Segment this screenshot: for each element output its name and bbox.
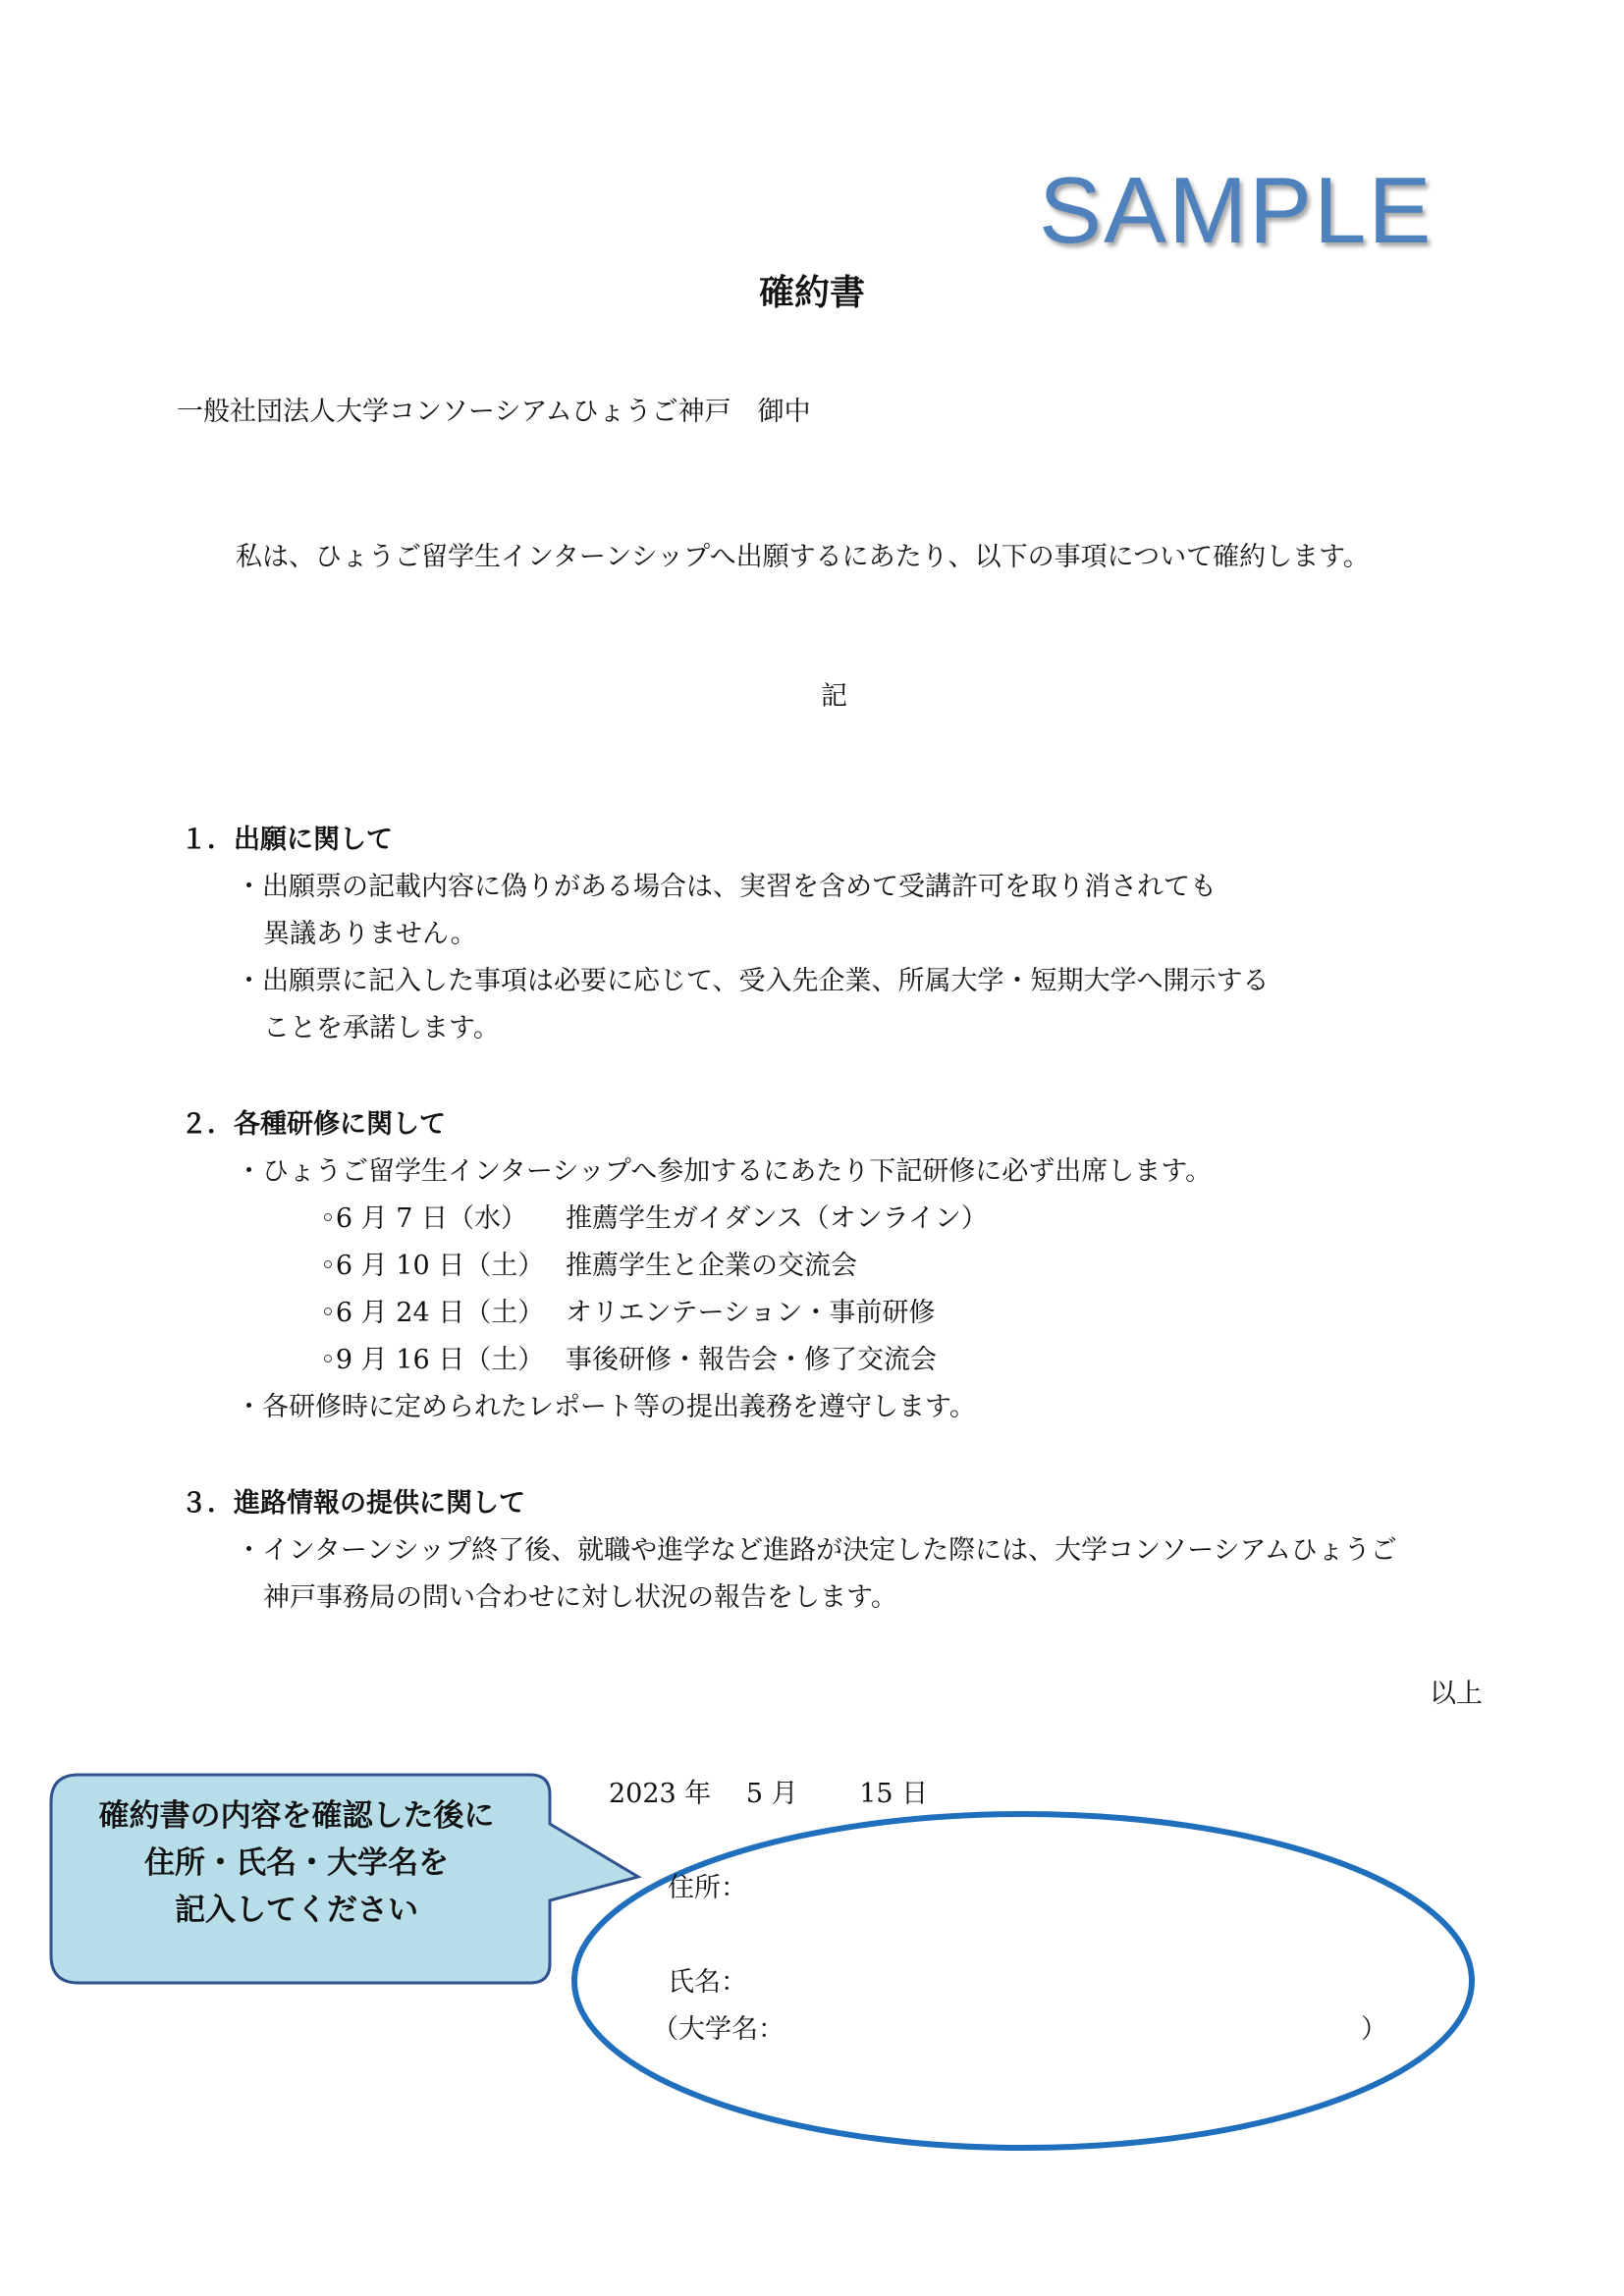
document-title: 確約書: [759, 272, 866, 313]
section-3-item-1-line-2: 神戸事務局の問い合わせに対し状況の報告をします。: [263, 1582, 897, 1613]
schedule-event: オリエンテーション・事前研修: [566, 1298, 936, 1328]
schedule-event: 事後研修・報告会・修了交流会: [566, 1345, 937, 1375]
schedule-date: ◦9 月 16 日（土）: [320, 1345, 545, 1375]
schedule-date: ◦6 月 10 日（土）: [320, 1251, 545, 1281]
section-2-heading: ２．各種研修に関して: [181, 1109, 446, 1140]
callout-line: 住所・氏名・大学名を: [144, 1845, 449, 1881]
closing-mark: 以上: [1430, 1679, 1483, 1709]
section-1-item-1-line-2: 異議ありません。: [263, 919, 477, 949]
intro-text: 私は、ひょうご留学生インターンシップへ出願するにあたり、以下の事項について確約します。: [236, 542, 1370, 572]
section-2-lead: ・ひょうご留学生インターシップへ参加するにあたり下記研修に必ず出席します。: [236, 1156, 1213, 1187]
university-label-close: ）: [1361, 2014, 1387, 2045]
ki-mark: 記: [821, 681, 847, 712]
section-1-item-2-line-2: ことを承諾します。: [263, 1013, 500, 1043]
schedule-event: 推薦学生と企業の交流会: [566, 1251, 857, 1281]
section-1-heading: １．出願に関して: [181, 825, 393, 855]
sample-watermark: SAMPLE: [1039, 158, 1434, 263]
section-3-item-1-line-1: ・インターンシップ終了後、就職や進学など進路が決定した際には、大学コンソーシアムひょうご: [236, 1535, 1397, 1566]
schedule-date: ◦6 月 7 日（水）: [320, 1203, 528, 1234]
schedule-event: 推薦学生ガイダンス（オンライン）: [566, 1203, 988, 1234]
university-label-open: （大学名：: [652, 2014, 785, 2045]
date-line: 2023 年 5 月 15 日: [609, 1779, 929, 1809]
name-label: 氏名：: [668, 1967, 747, 1998]
section-1-item-2-line-1: ・出願票に記入した事項は必要に応じて、受入先企業、所属大学・短期大学へ開示する: [236, 966, 1270, 996]
addressee: 一般社団法人大学コンソーシアムひょうご神戸 御中: [177, 397, 811, 427]
address-label: 住所：: [668, 1873, 747, 1903]
callout-line: 確約書の内容を確認した後に: [98, 1798, 495, 1834]
schedule-date: ◦6 月 24 日（土）: [320, 1298, 545, 1328]
section-1-item-1-line-1: ・出願票の記載内容に偽りがある場合は、実習を含めて受講許可を取り消されても: [236, 872, 1217, 902]
section-3-heading: ３．進路情報の提供に関して: [181, 1488, 525, 1519]
section-2-trail: ・各研修時に定められたレポート等の提出義務を遵守します。: [236, 1392, 976, 1422]
callout-text: [51, 1792, 542, 1934]
callout-line: 記入してください: [175, 1893, 418, 1928]
